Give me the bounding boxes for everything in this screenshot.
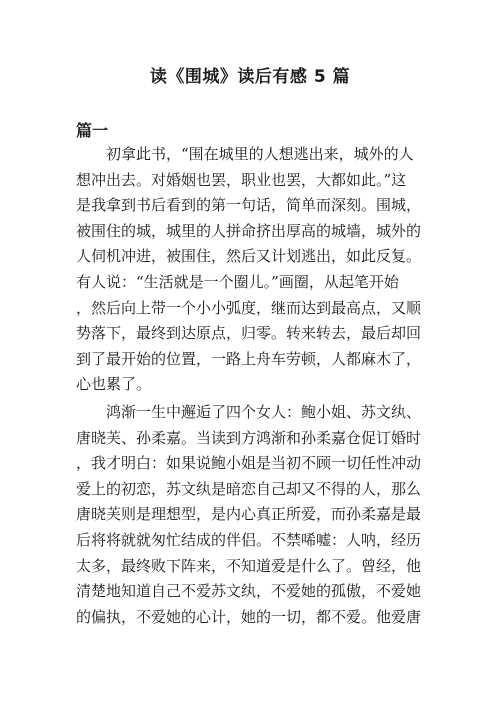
text-line: 太多，最终败下阵来，不知道爱是什么了。曾经，他: [76, 556, 422, 575]
text-line: 想冲出去。对婚姻也罢，职业也罢，大都如此。”这: [76, 170, 407, 189]
paragraph-1: [76, 142, 426, 398]
document-title: 读《围城》读后有感 5 篇: [149, 67, 351, 87]
paragraph-2: [76, 400, 426, 630]
text-line: 唐晓芙则是理想型，是内心真正所爱，而孙柔嘉是最: [76, 505, 422, 524]
text-line: 是我拿到书后看到的第一句话，简单而深刻。围城，: [76, 196, 422, 215]
text-line: 鸿渐一生中邂逅了四个女人：鲍小姐、苏文纨、: [106, 403, 422, 421]
text-line: ，我才明白：如果说鲍小姐是当初不顾一切任性冲动: [76, 454, 422, 473]
text-line: 到了最开始的位置，一路上舟车劳顿，人都麻木了，: [76, 349, 422, 368]
text-line: 有人说：“生活就是一个圈儿。”画圈，从起笔开始: [76, 272, 399, 291]
text-line: ，然后向上带一个小小弧度，继而达到最高点，又顺: [76, 298, 422, 317]
text-line: 唐晓芙、孙柔嘉。当读到方鸿渐和孙柔嘉仓促订婚时: [76, 428, 422, 447]
section-heading: 篇一: [76, 121, 109, 140]
text-line: 爱上的初恋，苏文纨是暗恋自己却又不得的人，那么: [76, 479, 422, 498]
text-line: 人伺机冲进，被围住，然后又计划逃出，如此反复。: [76, 247, 422, 266]
text-line: 被围住的城，城里的人拼命挤出厚高的城墙，城外的: [76, 221, 422, 240]
text-line: 后将将就就匆忙结成的伴侣。不禁唏嘘：人呐，经历: [76, 530, 422, 549]
text-line: 初拿此书，“围在城里的人想逃出来，城外的人: [106, 145, 414, 163]
text-line: 清楚地知道自己不爱苏文纨，不爱她的孤傲，不爱她: [76, 582, 422, 601]
text-line: 势落下，最终到达原点，归零。转来转去，最后却回: [76, 324, 422, 343]
text-line: 心也累了。: [76, 375, 152, 394]
text-line: 的偏执，不爱她的心计，她的一切，都不爱。他爱唐: [76, 607, 422, 626]
